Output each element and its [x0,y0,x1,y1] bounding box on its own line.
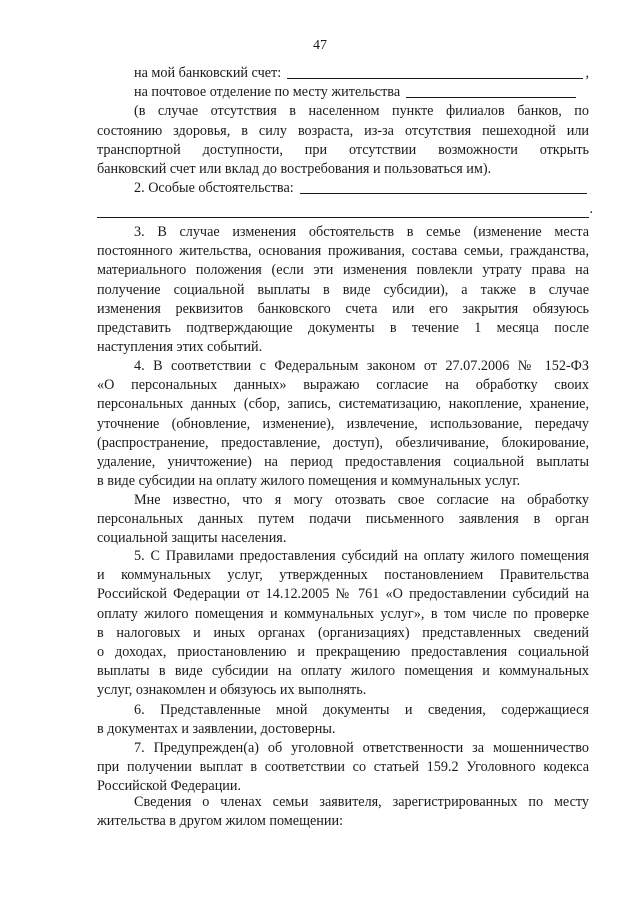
special-line-end: . [589,201,593,218]
account-line-tail: , [585,64,589,81]
p3-line: изменения реквизитов банковского счета или его закрытия обязуюсь [97,300,589,317]
p4-line: уточнение (обновление, изменение), извлечение, использование, передачу [97,415,589,432]
account-line-label: на мой банковский счет: [134,64,282,81]
p5-line: выплаты в виде субсидии на оплату жилого помещения и коммунальных [97,663,589,680]
note-line: (в случае отсутствия в населенном пункте филиалов банков, по [134,103,589,120]
p7-line: при получении выплат в соответствии со статьей 159.2 Уголовного кодекса [97,759,589,776]
p4b-line: персональных данных путем подачи письменного заявления в орган [97,511,589,528]
special-blank-full [97,198,593,218]
p4-line: 4. В соответствии с Федеральным законом от 27.07.2006 № 152-ФЗ [134,358,589,374]
p3-line: получение социальной выплаты в виде субсидии), а также в случае [97,281,589,298]
p4-line: «О персональных данных» выражаю согласие на обработку своих [97,377,589,394]
paragraph-5 [97,547,589,701]
paragraph-4b [97,491,589,549]
p3-line: наступления этих событий. [97,339,263,356]
p6-line: 6. Представленные мной документы и сведения, содержащиеся [134,702,589,718]
note-line: состоянию здоровья, в силу возраста, из-за отсутствия пешеходной или [97,122,589,139]
p5-line: и коммунальных услуг, утвержденных постановлением Правительства [97,567,589,584]
special-label: 2. Особые обстоятельства: [134,180,294,197]
p5-line: 5. С Правилами предоставления субсидий на оплату жилого помещения [134,548,589,564]
p7-line: Российской Федерации. [97,778,242,795]
p4-line: (распространение, предоставление, доступ), обезличивание, блокирование, [97,434,589,451]
paragraph-7 [97,739,589,797]
account-line [97,64,589,83]
p5-line: о доходах, приостановлению и прекращению предоставления социальной [97,643,589,660]
post-line [97,83,589,102]
p4b-line: Мне известно, что я могу отозвать свое согласие на обработку [134,492,589,508]
paragraph-3 [97,223,589,357]
p5-line: Российской Федерации от 14.12.2005 № 761 «О предоставлении субсидий на [97,586,589,603]
p5-line: оплату жилого помещения и коммунальных услуг», в том числе по проверке [97,605,589,622]
p3-line: материального положения (если эти изменения повлекли утрату права на [97,262,589,279]
note-line: банковский счет или вклад до востребования и пользоваться им). [97,160,492,177]
note-line: транспортной доступности, при отсутствии возможности открыть [97,141,589,158]
p3-line: постоянного жительства, основания проживания, состава семьи, гражданства, [97,243,589,260]
post-blank [406,96,576,98]
post-line-label: на почтовое отделение по месту жительства [134,84,401,101]
payment-block [97,64,593,220]
p5-line: в налоговых и иных органах (организациях) представленных сведений [97,624,589,641]
paragraph-4 [97,357,589,491]
p4-line: персональных данных (сбор, запись, систематизацию, накопление, хранение, [97,396,589,413]
p5-line: услуг, ознакомлен и обязуюсь их выполнять. [97,682,367,699]
account-blank [287,77,583,79]
paragraph-6 [97,701,589,739]
p7-line: 7. Предупрежден(а) об уголовной ответственности за мошенничество [134,740,589,756]
p6-line: в документах и заявлении, достоверны. [97,721,336,738]
p4-line: в виде субсидии на оплату жилого помещения и коммунальных услуг. [97,473,521,490]
special-line [97,179,589,198]
p4-line: удаление, уничтожение) на период предоставления социальной выплаты [97,453,589,470]
p8-line: жительства в другом жилом помещении: [97,813,344,830]
p8-line: Сведения о членах семьи заявителя, зарегистрированных по месту [134,794,589,810]
p3-line: представить подтверждающие документы в течение 1 месяца после [97,319,589,336]
page-number: 47 [313,38,327,53]
p4b-line: социальной защиты населения. [97,530,287,547]
p3-line: 3. В случае изменения обстоятельств в семье (изменение места [134,224,589,240]
special-blank [300,192,587,194]
paragraph-8 [97,793,589,831]
